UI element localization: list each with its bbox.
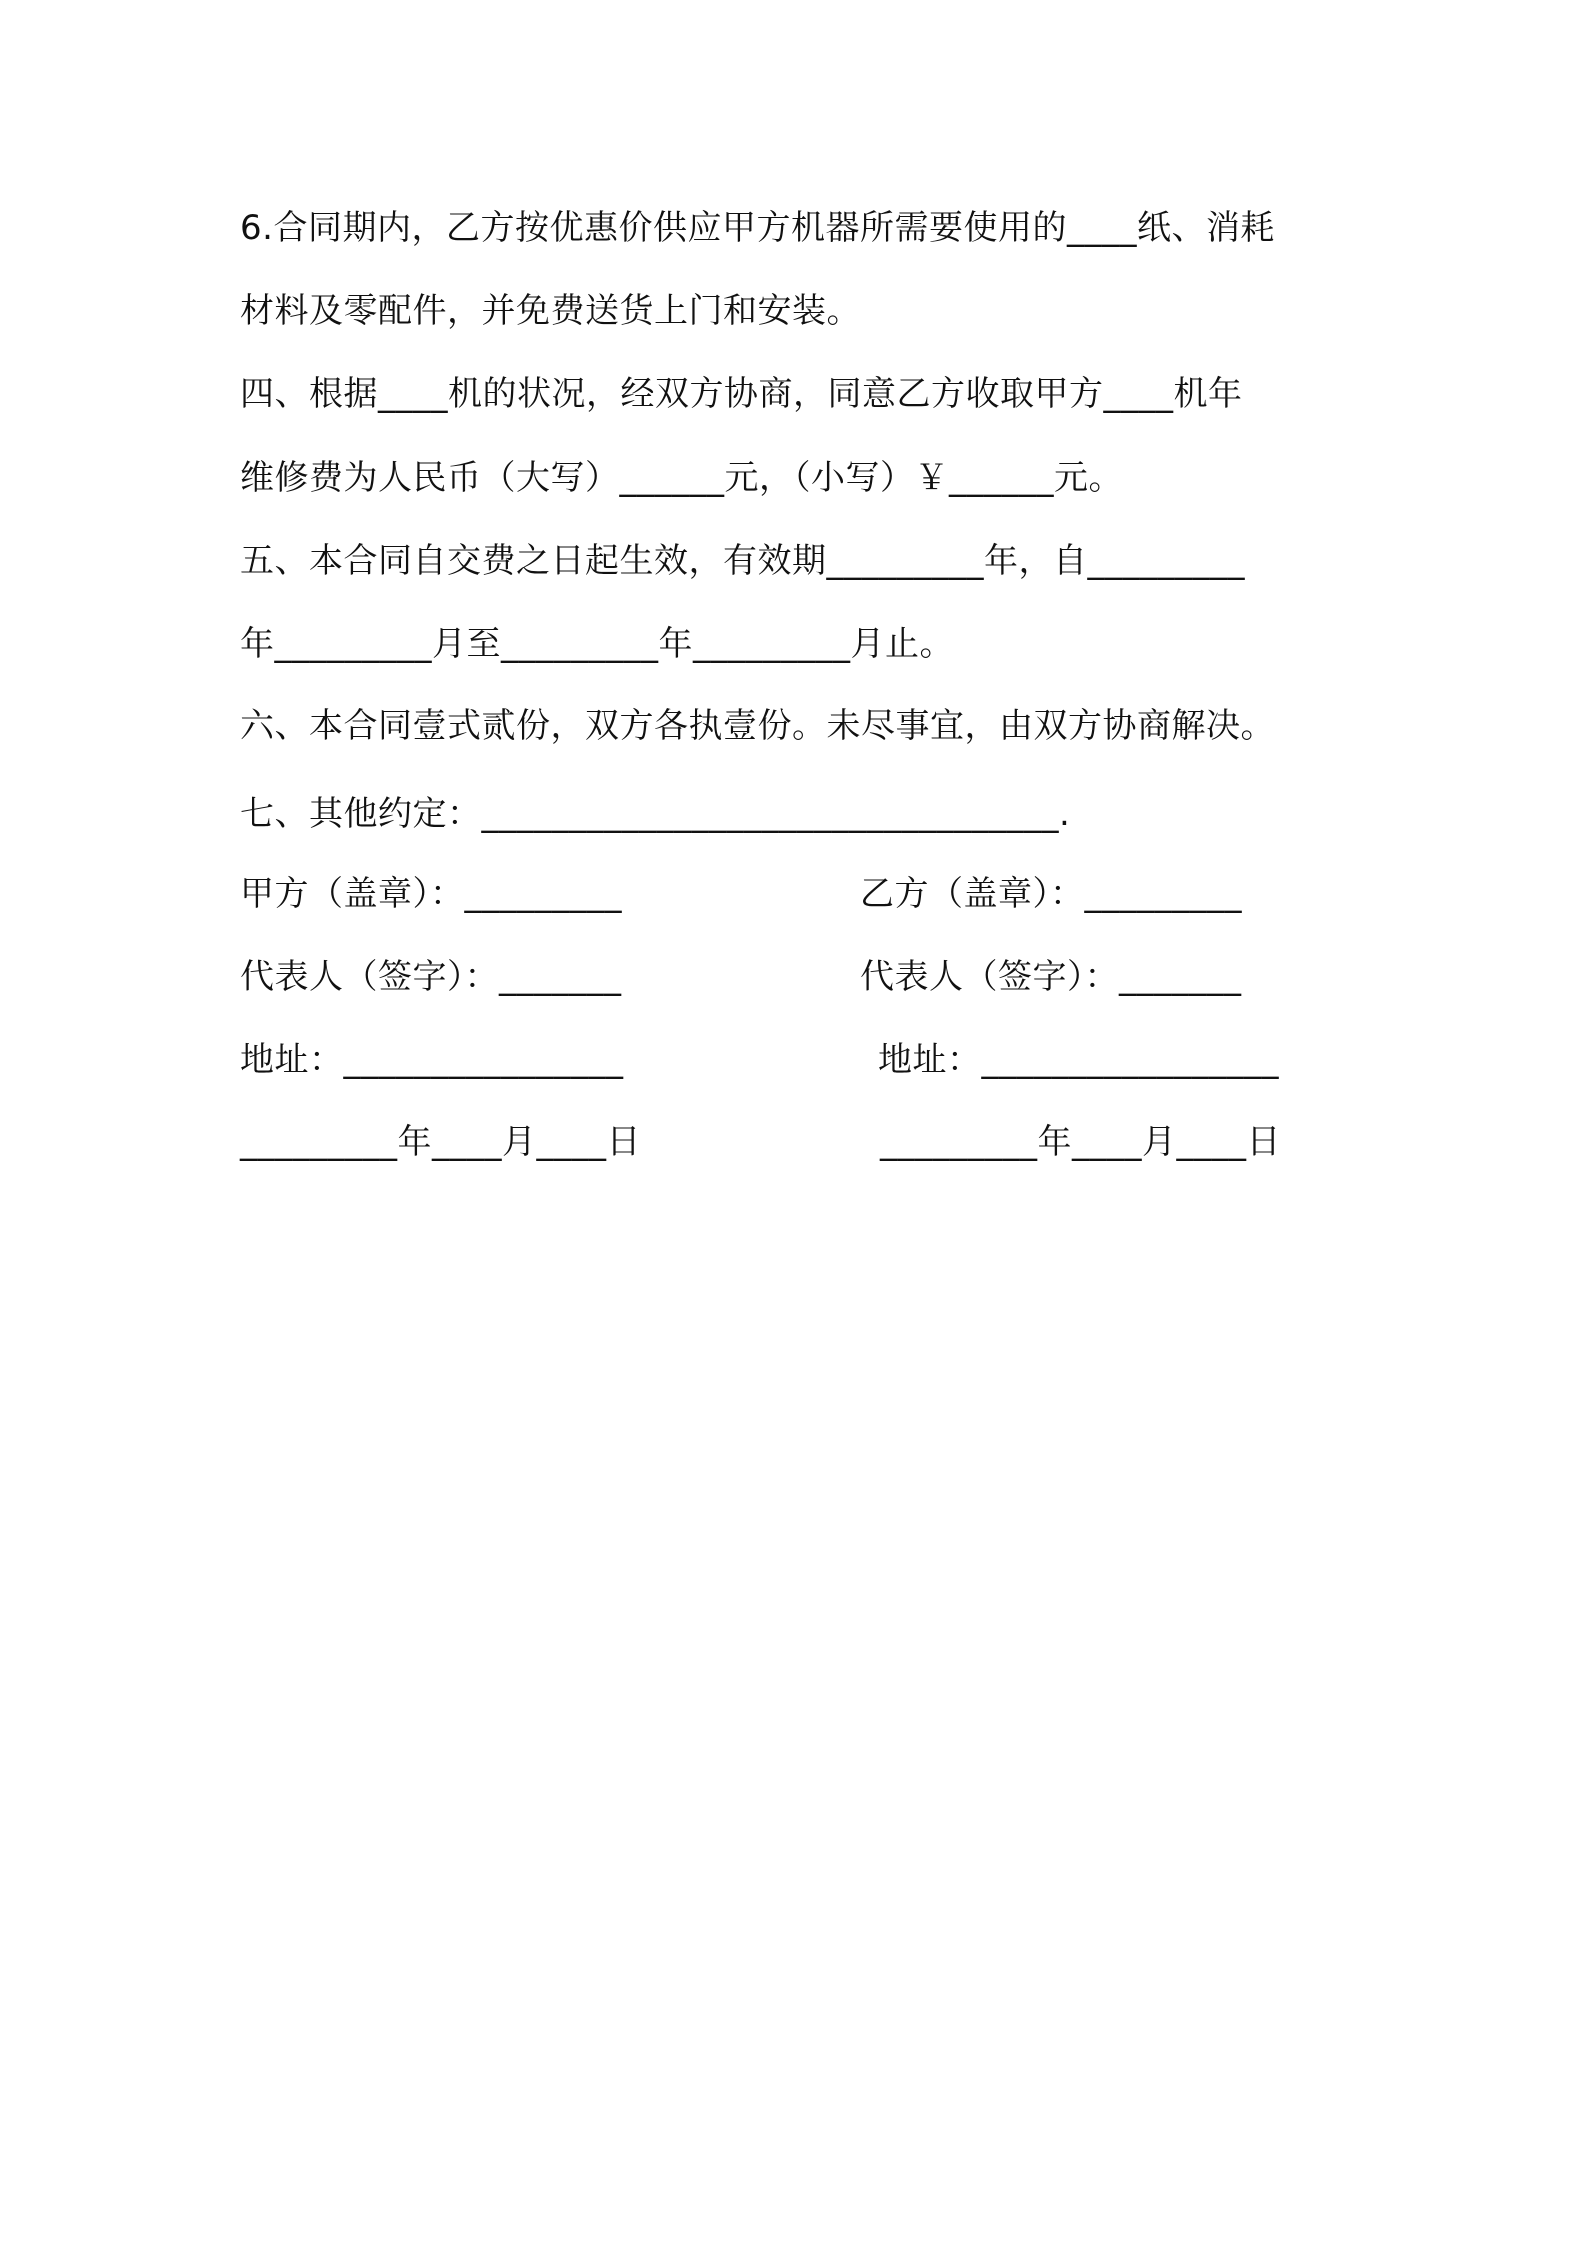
party-b-representative: 代表人（签字）：_______	[860, 957, 1242, 997]
party-a-seal: 甲方（盖章）：_________	[240, 874, 622, 914]
party-a-date: _________年____月____日	[240, 1122, 641, 1162]
party-b-seal: 乙方（盖章）：_________	[860, 874, 1242, 914]
clause-5-line-2: 年_________月至_________年_________月止。	[240, 624, 954, 664]
party-a-address: 地址：________________	[240, 1040, 624, 1080]
party-a-representative: 代表人（签字）：_______	[240, 957, 622, 997]
party-b-address: 地址：_________________	[878, 1040, 1279, 1080]
party-b-date: _________年____月____日	[880, 1122, 1281, 1162]
clause-6-line-1: 6.合同期内，乙方按优惠价供应甲方机器所需要使用的____纸、消耗	[240, 208, 1275, 248]
clause-4-line-1: 四、根据____机的状况，经双方协商，同意乙方收取甲方____机年	[240, 374, 1243, 414]
clause-6-line-2: 材料及零配件，并免费送货上门和安装。	[240, 291, 861, 331]
clause-6-terms: 六、本合同壹式贰份，双方各执壹份。未尽事宜，由双方协商解决。	[240, 706, 1275, 746]
clause-5-line-1: 五、本合同自交费之日起生效，有效期_________年，自_________	[240, 541, 1245, 581]
clause-4-line-2: 维修费为人民币（大写）______元，（小写）￥______元。	[240, 458, 1123, 498]
clause-7-other: 七、其他约定：_________________________________.	[240, 794, 1071, 834]
